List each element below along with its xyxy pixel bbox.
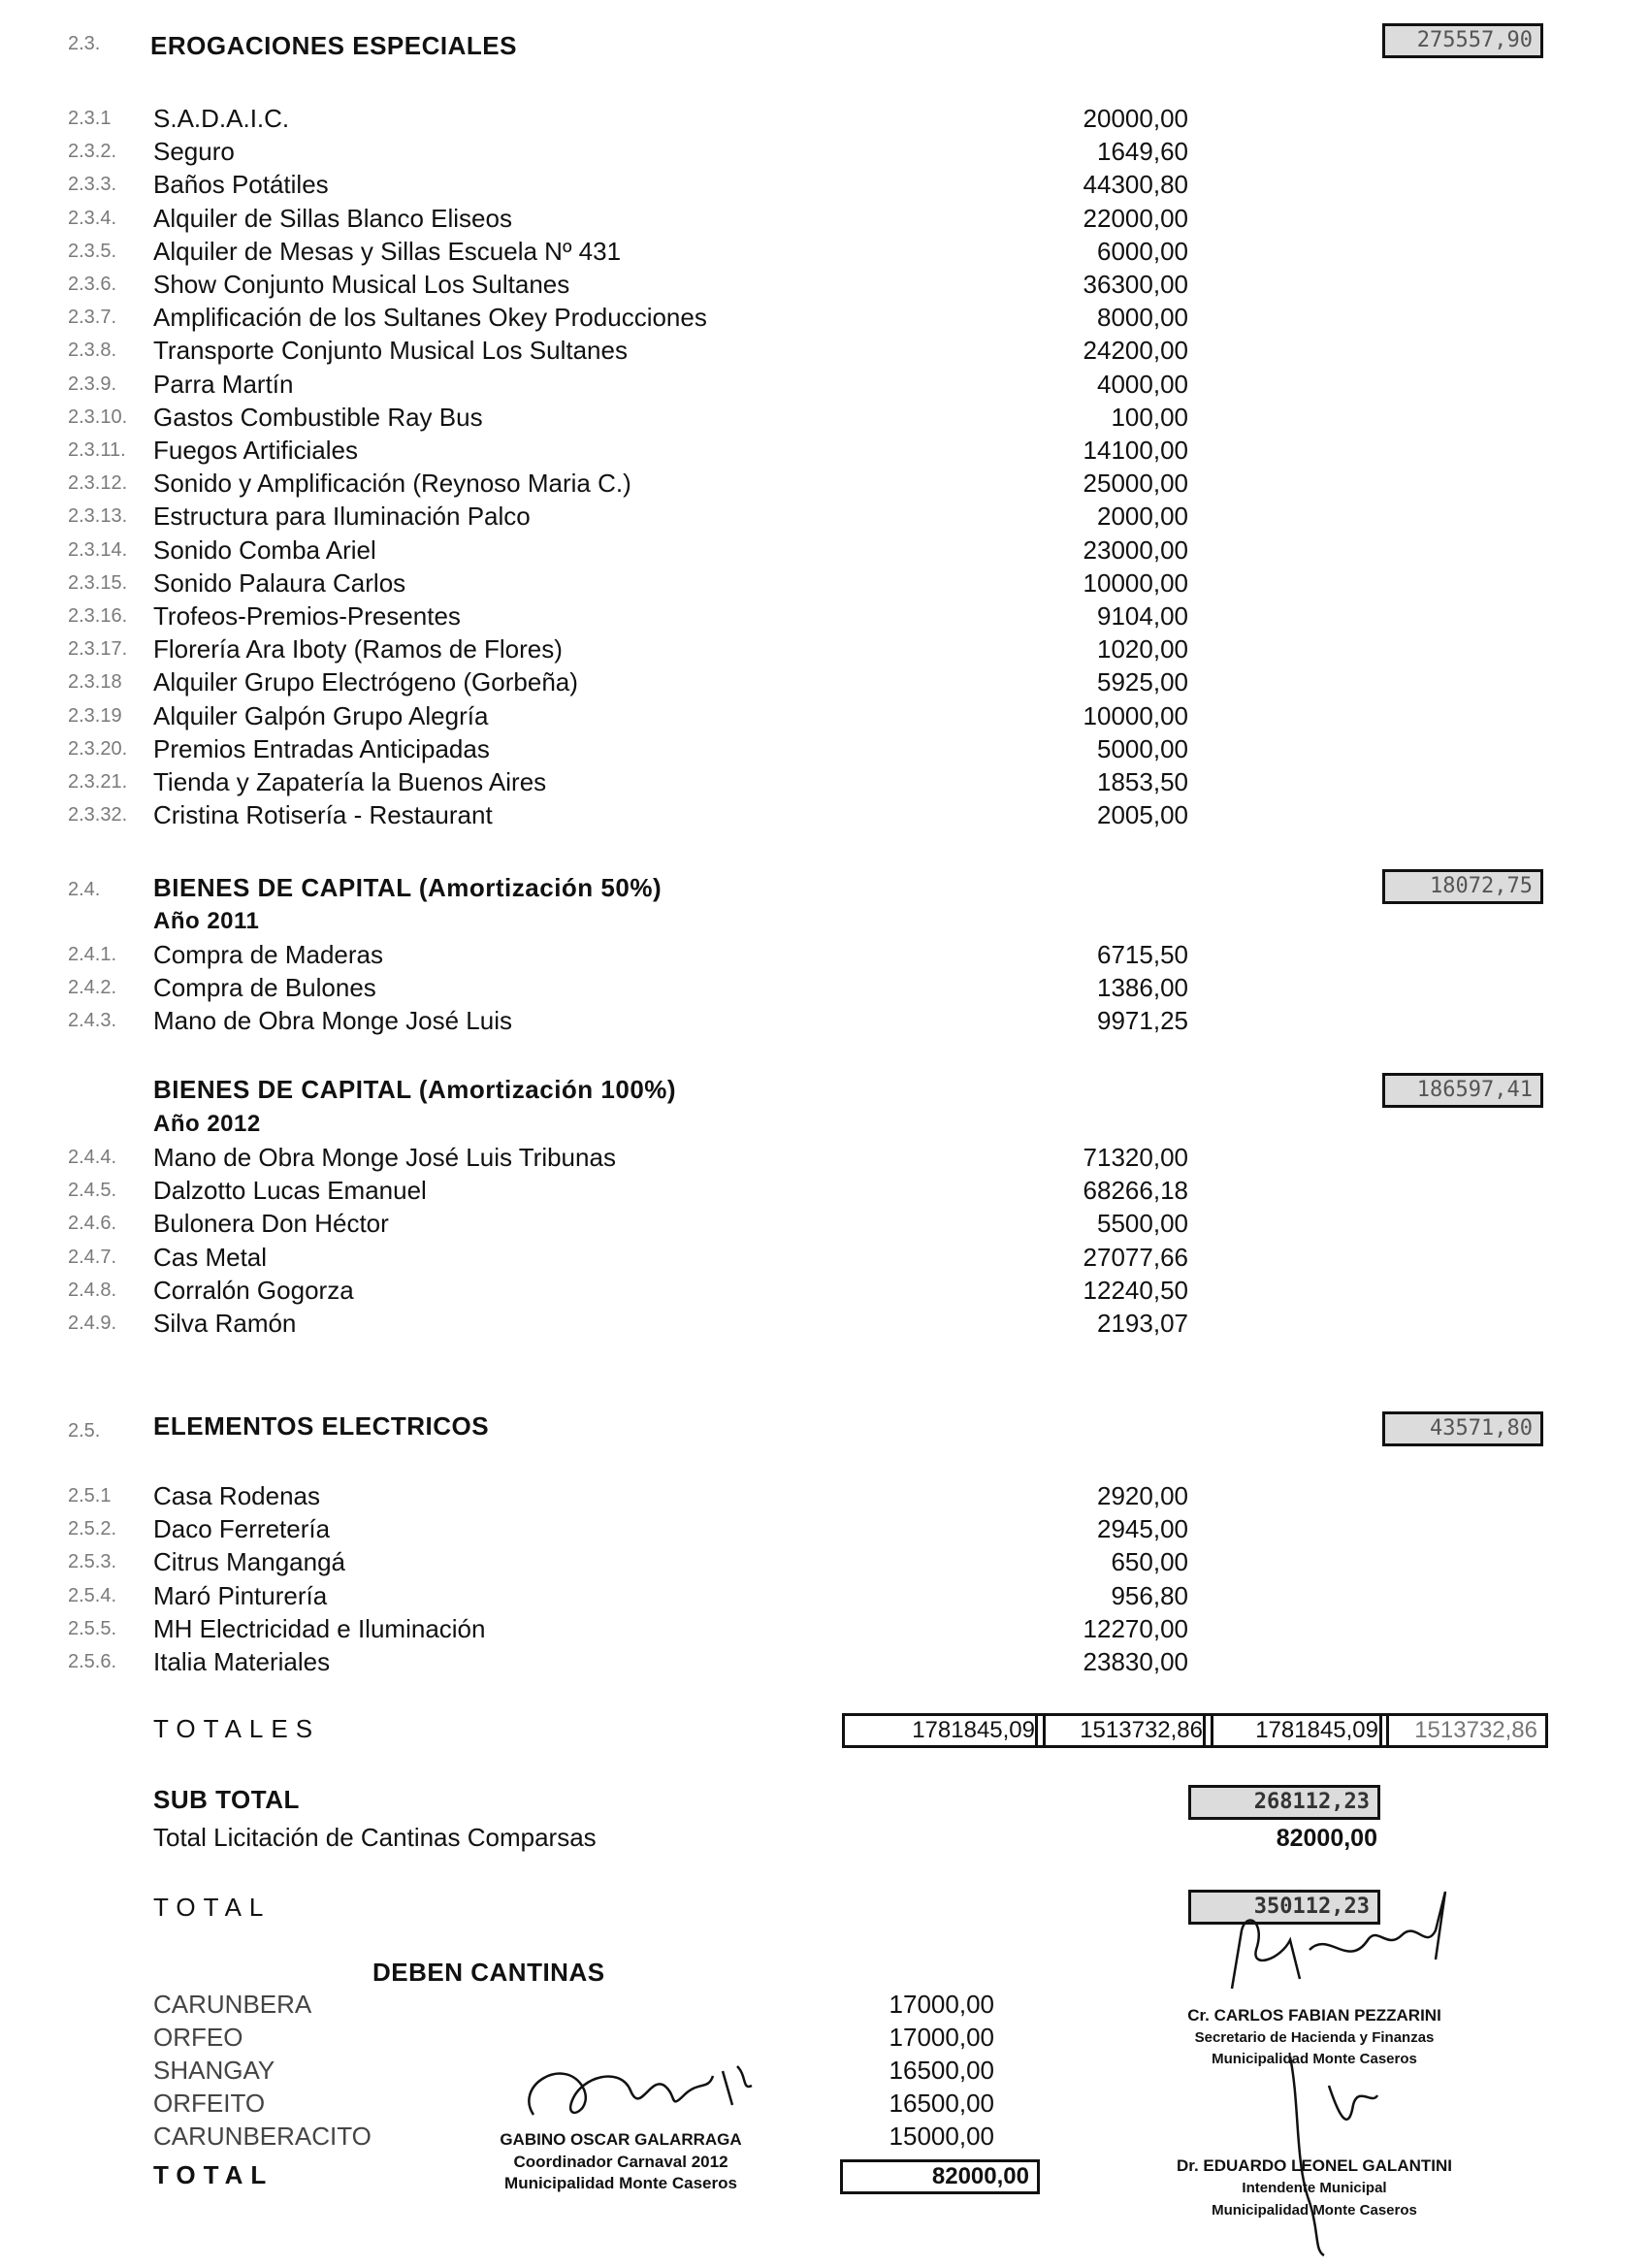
list-item <box>0 972 1649 1003</box>
item-amount: 2005,00 <box>1097 800 1188 830</box>
item-number: 2.3.1 <box>68 108 112 129</box>
item-amount: 100,00 <box>1111 402 1188 432</box>
section-year: Año 2012 <box>153 1111 261 1137</box>
item-number: 2.3.9. <box>68 373 117 395</box>
item-description: Daco Ferretería <box>153 1514 331 1544</box>
list-item <box>0 766 1649 797</box>
item-description: Baños Potátiles <box>153 170 329 200</box>
item-number: 2.5.3. <box>68 1551 117 1573</box>
list-item <box>0 535 1649 566</box>
item-number: 2.4.9. <box>68 1312 117 1334</box>
item-number: 2.4.7. <box>68 1246 117 1268</box>
item-description: Bulonera Don Héctor <box>153 1209 389 1239</box>
licitacion-label: Total Licitación de Cantinas Comparsas <box>153 1823 597 1852</box>
secretary-role: Secretario de Hacienda y Finanzas <box>1194 2029 1435 2046</box>
list-item <box>0 402 1649 433</box>
item-number: 2.5.2. <box>68 1518 117 1540</box>
item-amount: 24200,00 <box>1083 336 1188 366</box>
item-description: Sonido Comba Ariel <box>153 535 376 565</box>
coordinator-signature-scribble <box>504 2047 757 2134</box>
subtotal-box: 268112,23 <box>1188 1785 1380 1820</box>
item-number: 2.3.19 <box>68 704 122 727</box>
cantina-amount: 16500,00 <box>889 2089 994 2118</box>
mayor-org: Municipalidad Monte Caseros <box>1212 2202 1417 2219</box>
item-amount: 23830,00 <box>1083 1647 1188 1676</box>
item-amount: 1649,60 <box>1097 137 1188 167</box>
item-description: Dalzotto Lucas Emanuel <box>153 1176 427 1206</box>
cantinas-total-box: 82000,00 <box>840 2159 1040 2194</box>
item-amount: 2945,00 <box>1097 1514 1188 1544</box>
item-number: 2.5.5. <box>68 1617 117 1639</box>
list-item <box>0 700 1649 731</box>
item-number: 2.4.8. <box>68 1279 117 1301</box>
list-item <box>0 435 1649 466</box>
totals-value-4: 1513732,86 <box>1379 1713 1548 1748</box>
item-description: Corralón Gogorza <box>153 1275 354 1305</box>
cantina-amount: 17000,00 <box>889 2023 994 2052</box>
item-amount: 5000,00 <box>1097 733 1188 763</box>
item-number: 2.3.20. <box>68 737 128 760</box>
section-number: 2.4. <box>68 879 101 900</box>
item-amount: 650,00 <box>1111 1547 1188 1577</box>
item-description: Mano de Obra Monge José Luis <box>153 1006 512 1036</box>
list-item <box>0 633 1649 664</box>
list-item <box>0 1208 1649 1239</box>
item-number: 2.3.8. <box>68 340 117 362</box>
item-number: 2.3.14. <box>68 538 128 561</box>
item-description: Parra Martín <box>153 369 294 399</box>
item-amount: 25000,00 <box>1083 469 1188 499</box>
list-item <box>0 1546 1649 1577</box>
section-title: EROGACIONES ESPECIALES <box>150 31 517 60</box>
item-amount: 71320,00 <box>1083 1143 1188 1172</box>
item-amount: 6000,00 <box>1097 236 1188 266</box>
item-description: Compra de Bulones <box>153 973 376 1003</box>
list-item <box>0 1275 1649 1306</box>
section-total-box: 18072,75 <box>1382 869 1543 904</box>
coordinator-role: Coordinador Carnaval 2012 <box>513 2153 728 2171</box>
totals-label: TOTALES <box>153 1714 321 1743</box>
item-description: Show Conjunto Musical Los Sultanes <box>153 270 570 299</box>
cantina-name: CARUNBERA <box>153 1990 312 2019</box>
coordinator-org: Municipalidad Monte Caseros <box>504 2174 737 2192</box>
section-number: 2.5. <box>68 1420 101 1442</box>
item-amount: 12270,00 <box>1083 1613 1188 1643</box>
item-description: Italia Materiales <box>153 1647 331 1676</box>
item-number: 2.3.3. <box>68 174 117 196</box>
item-description: MH Electricidad e Iluminación <box>153 1613 486 1643</box>
item-description: Maró Pinturería <box>153 1580 328 1610</box>
list-item <box>0 468 1649 499</box>
list-item <box>0 1242 1649 1273</box>
item-amount: 9104,00 <box>1097 601 1188 631</box>
item-description: Silva Ramón <box>153 1309 297 1338</box>
list-item <box>0 1175 1649 1206</box>
item-number: 2.4.1. <box>68 944 117 965</box>
totals-value-1: 1781845,09 <box>842 1713 1046 1748</box>
list-item <box>0 203 1649 234</box>
list-item <box>0 1480 1649 1511</box>
item-number: 2.5.1 <box>68 1485 112 1507</box>
totals-value-3: 1781845,09 <box>1203 1713 1389 1748</box>
item-amount: 36300,00 <box>1083 270 1188 299</box>
cantinas-total-label: TOTAL <box>153 2160 275 2189</box>
item-amount: 14100,00 <box>1083 436 1188 465</box>
item-amount: 2193,07 <box>1097 1309 1188 1338</box>
list-item <box>0 501 1649 532</box>
secretary-signature-scribble <box>1212 1892 1465 1998</box>
list-item <box>0 666 1649 697</box>
list-item <box>0 600 1649 632</box>
section-total-box: 186597,41 <box>1382 1073 1543 1108</box>
item-number: 2.3.5. <box>68 240 117 262</box>
mayor-role: Intendente Municipal <box>1242 2180 1387 2196</box>
item-number: 2.3.18 <box>68 671 122 694</box>
item-number: 2.3.32. <box>68 804 128 826</box>
mayor-signature-scribble <box>1280 2047 1397 2260</box>
cantina-amount: 16500,00 <box>889 2056 994 2085</box>
item-description: Alquiler de Sillas Blanco Eliseos <box>153 203 512 233</box>
subtotal-label: SUB TOTAL <box>153 1785 300 1814</box>
item-description: Alquiler de Mesas y Sillas Escuela Nº 431 <box>153 236 622 266</box>
item-number: 2.4.5. <box>68 1180 117 1202</box>
item-description: Estructura para Iluminación Palco <box>153 502 531 532</box>
item-number: 2.4.2. <box>68 977 117 999</box>
list-item <box>0 567 1649 599</box>
section-total-box: 43571,80 <box>1382 1411 1543 1446</box>
list-item <box>0 302 1649 333</box>
item-description: Sonido Palaura Carlos <box>153 567 406 598</box>
item-description: Mano de Obra Monge José Luis Tribunas <box>153 1143 616 1172</box>
item-number: 2.4.4. <box>68 1147 117 1168</box>
item-amount: 5925,00 <box>1097 667 1188 697</box>
cantina-item <box>0 1989 1067 2020</box>
section-number: 2.3. <box>68 33 101 54</box>
cantina-name: CARUNBERACITO <box>153 2122 372 2151</box>
item-description: Premios Entradas Anticipadas <box>153 733 490 763</box>
item-amount: 68266,18 <box>1083 1176 1188 1206</box>
list-item <box>0 939 1649 970</box>
item-number: 2.5.6. <box>68 1651 117 1672</box>
section-title: BIENES DE CAPITAL (Amortización 100%) <box>153 1075 677 1104</box>
list-item <box>0 169 1649 200</box>
list-item <box>0 1580 1649 1611</box>
item-amount: 1386,00 <box>1097 973 1188 1003</box>
list-item <box>0 1142 1649 1173</box>
item-number: 2.3.13. <box>68 505 128 528</box>
item-amount: 10000,00 <box>1083 700 1188 730</box>
item-number: 2.3.4. <box>68 207 117 229</box>
licitacion-value: 82000,00 <box>1276 1825 1377 1852</box>
total-box: 350112,23 <box>1188 1890 1380 1925</box>
item-number: 2.3.11. <box>68 439 126 461</box>
item-number: 2.4.3. <box>68 1010 117 1032</box>
list-item <box>0 369 1649 400</box>
secretary-name: Cr. CARLOS FABIAN PEZZARINI <box>1187 2006 1441 2025</box>
item-number: 2.3.10. <box>68 405 128 428</box>
item-number: 2.3.17. <box>68 638 128 661</box>
cantina-amount: 15000,00 <box>889 2122 994 2151</box>
list-item <box>0 733 1649 764</box>
item-description: Florería Ara Iboty (Ramos de Flores) <box>153 634 563 664</box>
item-amount: 1020,00 <box>1097 634 1188 664</box>
item-number: 2.3.15. <box>68 571 128 594</box>
item-amount: 8000,00 <box>1097 303 1188 333</box>
item-amount: 2920,00 <box>1097 1481 1188 1510</box>
item-description: Fuegos Artificiales <box>153 436 358 465</box>
coordinator-name: GABINO OSCAR GALARRAGA <box>500 2130 742 2149</box>
list-item <box>0 335 1649 366</box>
secretary-org: Municipalidad Monte Caseros <box>1212 2051 1417 2067</box>
mayor-name: Dr. EDUARDO LEONEL GALANTINI <box>1177 2156 1452 2175</box>
cantina-amount: 17000,00 <box>889 1990 994 2019</box>
section-year: Año 2011 <box>153 908 260 934</box>
total-label: TOTAL <box>153 1893 272 1922</box>
list-item <box>0 1005 1649 1036</box>
item-amount: 5500,00 <box>1097 1209 1188 1239</box>
item-amount: 20000,00 <box>1083 104 1188 133</box>
item-amount: 2000,00 <box>1097 502 1188 532</box>
cantina-name: ORFEO <box>153 2023 243 2052</box>
item-description: S.A.D.A.I.C. <box>153 104 290 133</box>
item-description: Seguro <box>153 137 235 167</box>
item-description: Alquiler Galpón Grupo Alegría <box>153 700 489 730</box>
item-description: Transporte Conjunto Musical Los Sultanes <box>153 336 628 366</box>
item-description: Cristina Rotisería - Restaurant <box>153 800 493 830</box>
item-amount: 1853,50 <box>1097 767 1188 796</box>
item-number: 2.5.4. <box>68 1584 117 1606</box>
list-item <box>0 1646 1649 1677</box>
item-amount: 9971,25 <box>1097 1006 1188 1036</box>
item-description: Amplificación de los Sultanes Okey Producciones <box>153 303 707 333</box>
cantina-name: ORFEITO <box>153 2089 266 2118</box>
list-item <box>0 136 1649 167</box>
list-item <box>0 236 1649 267</box>
list-item <box>0 799 1649 830</box>
item-description: Casa Rodenas <box>153 1481 320 1510</box>
item-description: Trofeos-Premios-Presentes <box>153 601 461 631</box>
item-number: 2.3.7. <box>68 307 117 329</box>
cantina-name: SHANGAY <box>153 2056 275 2085</box>
item-amount: 12240,50 <box>1083 1275 1188 1305</box>
item-amount: 956,80 <box>1111 1580 1188 1610</box>
item-description: Gastos Combustible Ray Bus <box>153 402 483 432</box>
section-title: BIENES DE CAPITAL (Amortización 50%) <box>153 873 663 902</box>
list-item <box>0 1513 1649 1544</box>
list-item <box>0 1308 1649 1339</box>
section-total-box: 275557,90 <box>1382 23 1543 58</box>
item-description: Sonido y Amplificación (Reynoso Maria C.) <box>153 469 631 499</box>
item-description: Alquiler Grupo Electrógeno (Gorbeña) <box>153 667 578 697</box>
list-item <box>0 269 1649 300</box>
item-amount: 44300,80 <box>1083 170 1188 200</box>
item-number: 2.3.21. <box>68 771 128 793</box>
totals-value-2: 1513732,86 <box>1035 1713 1213 1748</box>
item-amount: 4000,00 <box>1097 369 1188 399</box>
item-description: Compra de Maderas <box>153 940 383 969</box>
item-number: 2.3.12. <box>68 472 128 495</box>
item-number: 2.4.6. <box>68 1213 117 1235</box>
list-item <box>0 103 1649 134</box>
item-number: 2.3.2. <box>68 141 117 163</box>
section-title: ELEMENTOS ELECTRICOS <box>153 1411 490 1441</box>
cantinas-title: DEBEN CANTINAS <box>372 1958 605 1987</box>
list-item <box>0 1613 1649 1644</box>
item-number: 2.3.6. <box>68 274 117 295</box>
item-description: Citrus Mangangá <box>153 1547 345 1577</box>
item-amount: 10000,00 <box>1083 567 1188 598</box>
item-description: Cas Metal <box>153 1242 268 1272</box>
item-number: 2.3.16. <box>68 605 128 627</box>
item-amount: 27077,66 <box>1083 1242 1188 1272</box>
item-amount: 23000,00 <box>1083 535 1188 565</box>
item-amount: 22000,00 <box>1083 203 1188 233</box>
item-amount: 6715,50 <box>1097 940 1188 969</box>
item-description: Tienda y Zapatería la Buenos Aires <box>153 767 547 796</box>
